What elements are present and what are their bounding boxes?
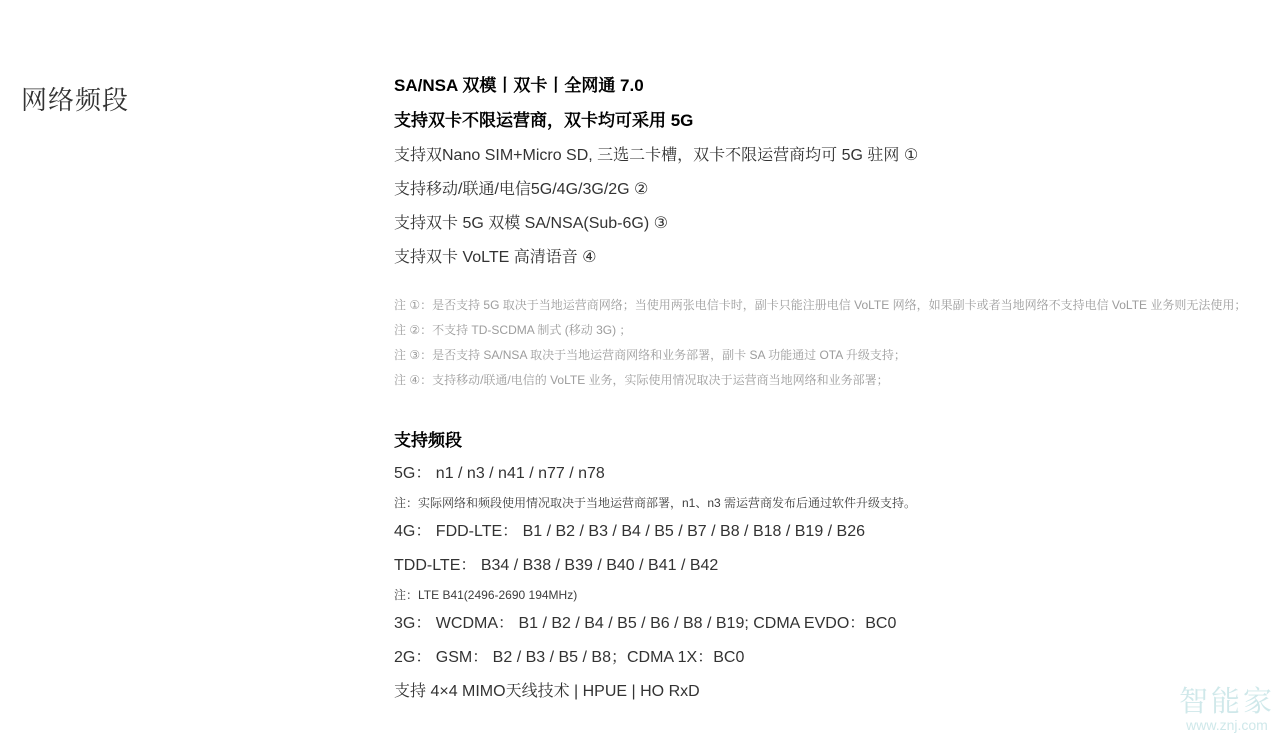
- band-row-4g-fdd: 4G： FDD-LTE： B1 / B2 / B3 / B4 / B5 / B7 / B8 / B18 / B19 / B26: [394, 523, 866, 540]
- bands-title: 支持频段: [394, 431, 462, 450]
- network-headline-modes: SA/NSA 双模丨双卡丨全网通 7.0: [394, 76, 644, 95]
- network-spec-content: [394, 76, 1274, 716]
- section-title: 网络频段: [21, 85, 130, 115]
- band-row-3g: 3G： WCDMA： B1 / B2 / B4 / B5 / B6 / B8 / B19; CDMA EVDO：BC0: [394, 615, 897, 632]
- site-watermark: [1179, 687, 1275, 733]
- footnote-2: 注 ②：不支持 TD-SCDMA 制式 (移动 3G) ；: [394, 323, 632, 337]
- band-row-4g-tdd: TDD-LTE： B34 / B38 / B39 / B40 / B41 / B42: [394, 557, 719, 574]
- feature-item-volte: 支持双卡 VoLTE 高清语音 ④: [394, 249, 597, 266]
- watermark-url-text: www.znj.com: [1186, 717, 1268, 733]
- band-note-lte-b41: 注：LTE B41(2496-2690 194MHz): [394, 588, 578, 602]
- band-note-5g: 注：实际网络和频段使用情况取决于当地运营商部署，n1、n3 需运营商发布后通过软件升级支持。: [394, 496, 917, 510]
- footnote-1: 注 ①：是否支持 5G 取决于当地运营商网络；当使用两张电信卡时，副卡只能注册电信 VoLTE 网络，如果副卡或者当地网络不支持电信 VoLTE 业务则无法使用；: [394, 298, 1247, 312]
- band-row-2g: 2G： GSM： B2 / B3 / B5 / B8；CDMA 1X：BC0: [394, 649, 745, 666]
- footnote-3: 注 ③：是否支持 SA/NSA 取决于当地运营商网络和业务部署，副卡 SA 功能通过 OTA 升级支持；: [394, 348, 906, 362]
- band-row-5g: 5G： n1 / n3 / n41 / n77 / n78: [394, 465, 605, 482]
- network-headline-dualsim: 支持双卡不限运营商，双卡均可采用 5G: [394, 111, 694, 130]
- footnote-4: 注 ④：支持移动/联通/电信的 VoLTE 业务，实际使用情况取决于运营商当地网络和业务部署；: [394, 373, 889, 387]
- band-row-antenna-features: 支持 4×4 MIMO天线技术 | HPUE | HO RxD: [394, 683, 700, 700]
- feature-item-carriers: 支持移动/联通/电信5G/4G/3G/2G ②: [394, 181, 649, 198]
- feature-item-sim-slots: 支持双Nano SIM+Micro SD, 三选二卡槽，双卡不限运营商均可 5G 驻网 ①: [394, 147, 919, 164]
- watermark-logo-text: 智能家: [1178, 686, 1275, 718]
- feature-item-5g-modes: 支持双卡 5G 双模 SA/NSA(Sub-6G) ③: [394, 215, 668, 232]
- footnotes-block: [394, 297, 1274, 389]
